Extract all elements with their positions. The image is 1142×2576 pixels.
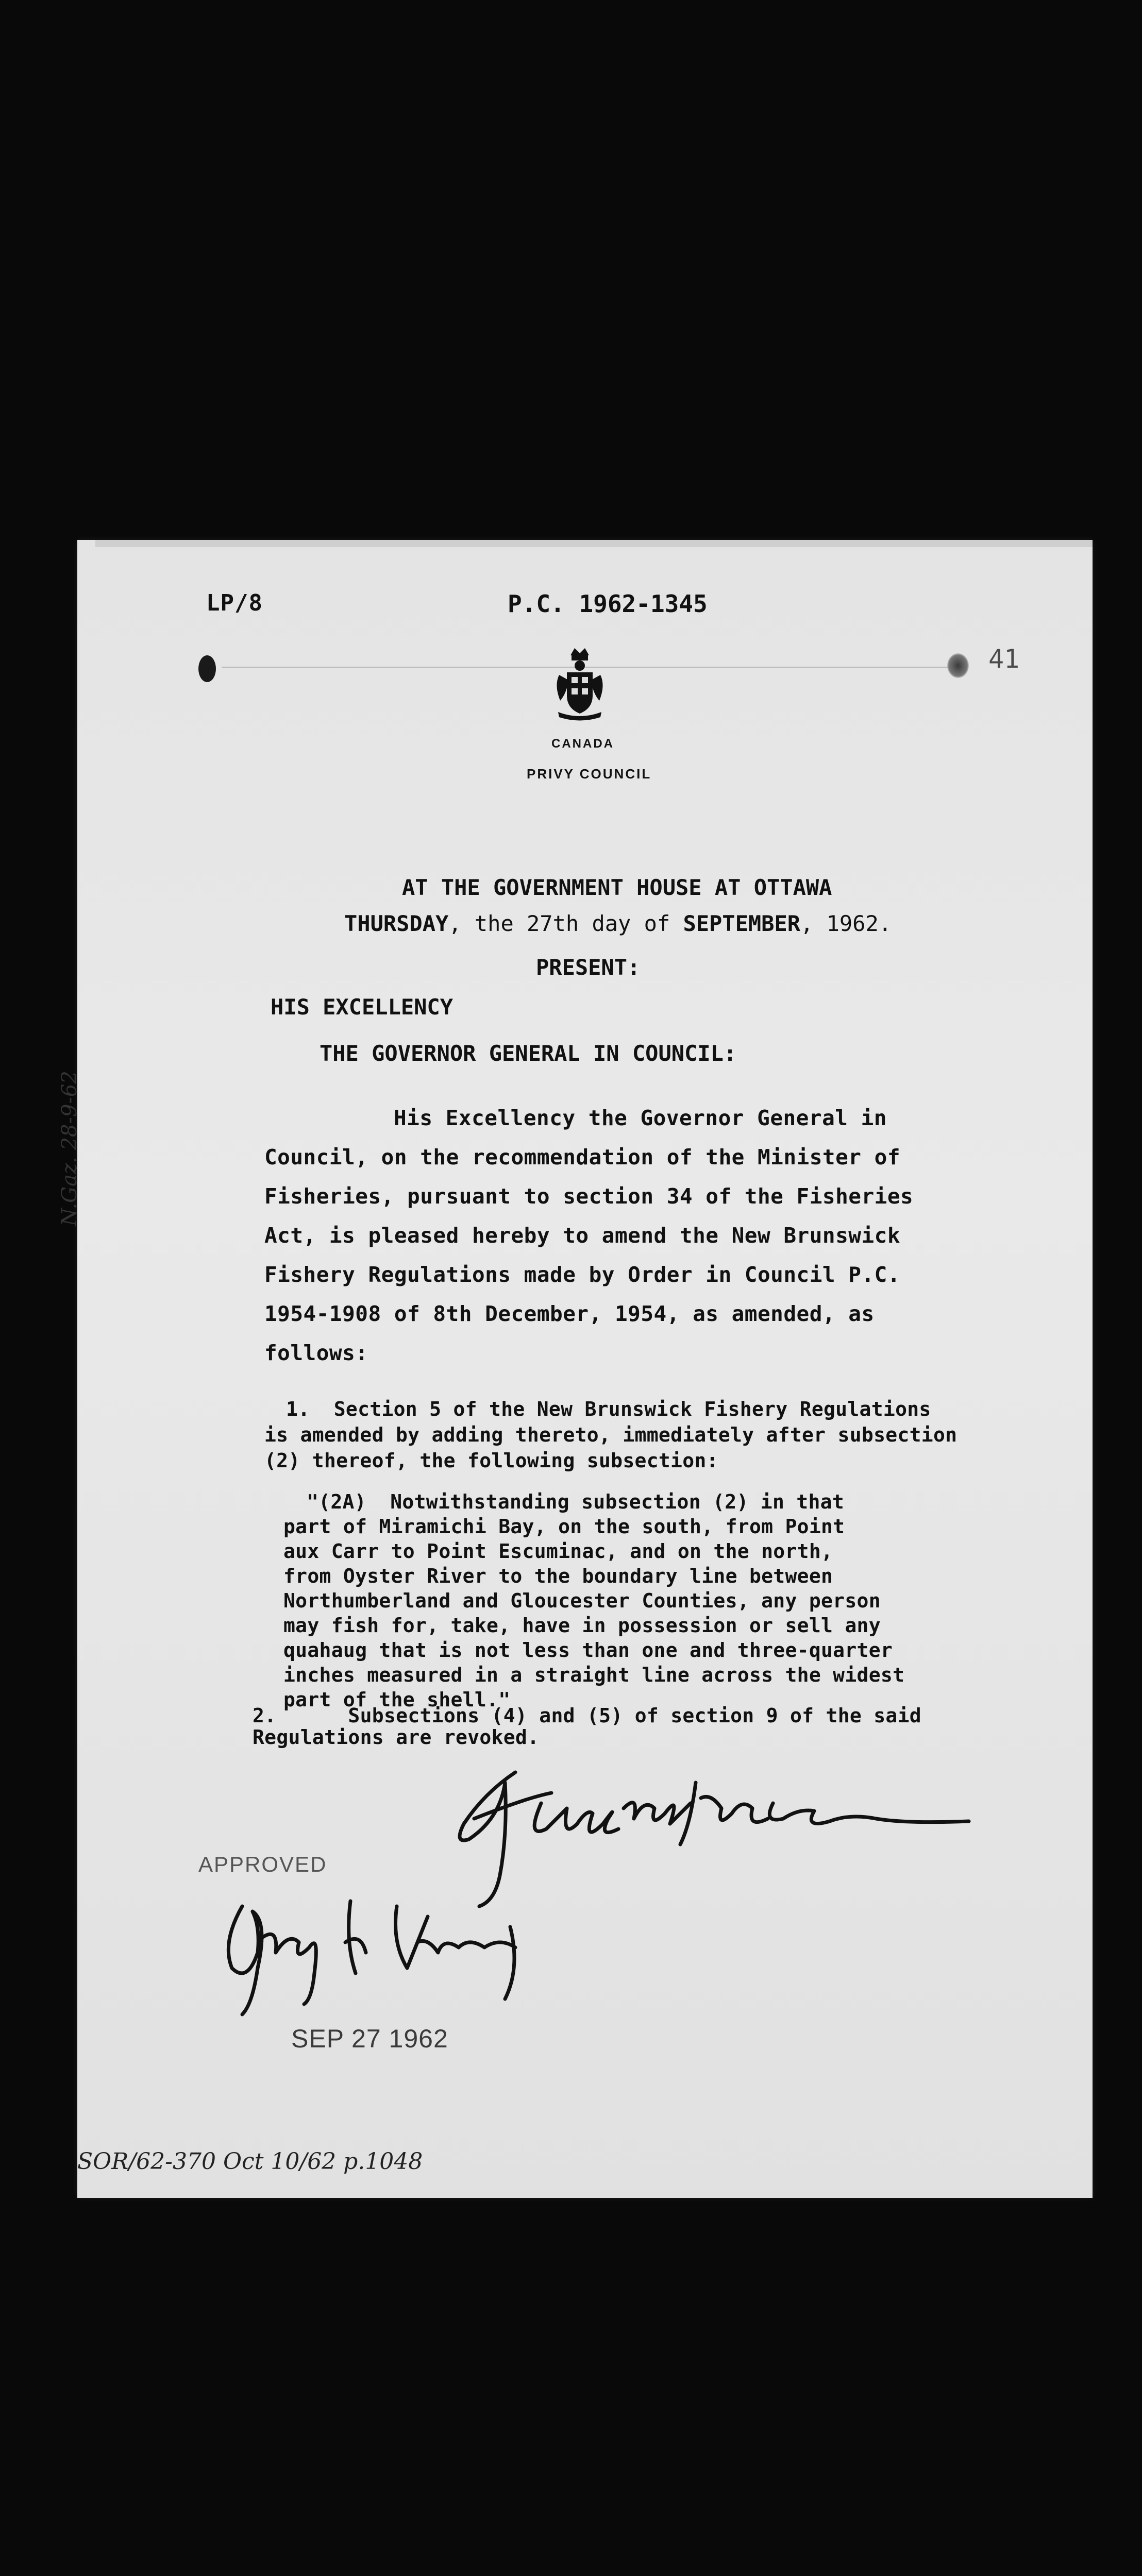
preamble-line: Council, on the recommendation of the Minister of — [264, 1145, 901, 1170]
governor-general-signature — [211, 1880, 541, 2025]
preamble-line: 1954-1908 of 8th December, 1954, as amended, as — [264, 1301, 875, 1326]
section-1-line: (2) thereof, the following subsection: — [264, 1449, 718, 1472]
heading-present: PRESENT: — [536, 955, 641, 980]
preamble-line: Act, is pleased hereby to amend the New Brunswick — [264, 1223, 901, 1248]
section-1-line: is amended by adding thereto, immediately after subsection — [264, 1423, 958, 1446]
quoted-subsection-line: may fish for, take, have in possession or sell any — [283, 1614, 881, 1637]
heading-location: AT THE GOVERNMENT HOUSE AT OTTAWA — [402, 875, 832, 900]
page-top-edge — [95, 540, 1093, 547]
coat-of-arms-icon — [549, 644, 611, 721]
preamble-line: Fishery Regulations made by Order in Council P.C. — [264, 1262, 901, 1287]
page-number: 41 — [988, 644, 1020, 674]
section-2-line: 2. Subsections (4) and (5) of section 9 of the said — [253, 1704, 921, 1727]
margin-handwritten-note: N.Gaz. 28-9-62 — [58, 1071, 81, 1226]
date-text-1: , the 27th day of — [448, 911, 683, 936]
date-text-2: , 1962. — [800, 911, 892, 936]
crest-caption-privy-council: PRIVY COUNCIL — [527, 766, 652, 782]
quoted-subsection-line: "(2A) Notwithstanding subsection (2) in that — [307, 1490, 845, 1513]
heading-his-excellency: HIS EXCELLENCY — [271, 994, 454, 1020]
quoted-subsection-line: from Oyster River to the boundary line between — [283, 1565, 833, 1587]
heading-governor-general: THE GOVERNOR GENERAL IN COUNCIL: — [320, 1041, 737, 1066]
date-month: SEPTEMBER — [683, 911, 801, 936]
quoted-subsection-line: part of Miramichi Bay, on the south, from Point — [283, 1515, 845, 1538]
approval-date-stamp: SEP 27 1962 — [291, 2024, 448, 2053]
quoted-subsection-line: aux Carr to Point Escuminac, and on the north, — [283, 1540, 833, 1563]
quoted-subsection-line: Northumberland and Gloucester Counties, any person — [283, 1589, 881, 1612]
heading-date — [344, 911, 892, 936]
preamble-line: follows: — [264, 1341, 368, 1365]
registration-handwritten-note: SOR/62-370 Oct 10/62 p.1048 — [77, 2148, 423, 2175]
section-1-line: 1. Section 5 of the New Brunswick Fishery Regulations — [286, 1398, 931, 1420]
preamble-line: Fisheries, pursuant to section 34 of the Fisheries — [264, 1184, 914, 1209]
quoted-subsection-line: quahaug that is not less than one and three-quarter — [283, 1639, 893, 1662]
preamble-line: His Excellency the Governor General in — [394, 1106, 887, 1130]
approved-label: APPROVED — [198, 1852, 327, 1876]
date-day: THURSDAY — [344, 911, 449, 936]
quoted-subsection-line: part of the shell." — [283, 1688, 511, 1711]
crest-caption-canada: CANADA — [551, 737, 614, 751]
quoted-subsection-line: inches measured in a straight line across the widest — [283, 1664, 905, 1686]
punch-hole-mark — [198, 655, 216, 682]
section-2-line: Regulations are revoked. — [253, 1726, 540, 1749]
file-reference: LP/8 — [206, 590, 263, 616]
stamp-dot-mark — [947, 653, 969, 678]
order-number: P.C. 1962-1345 — [508, 590, 708, 618]
